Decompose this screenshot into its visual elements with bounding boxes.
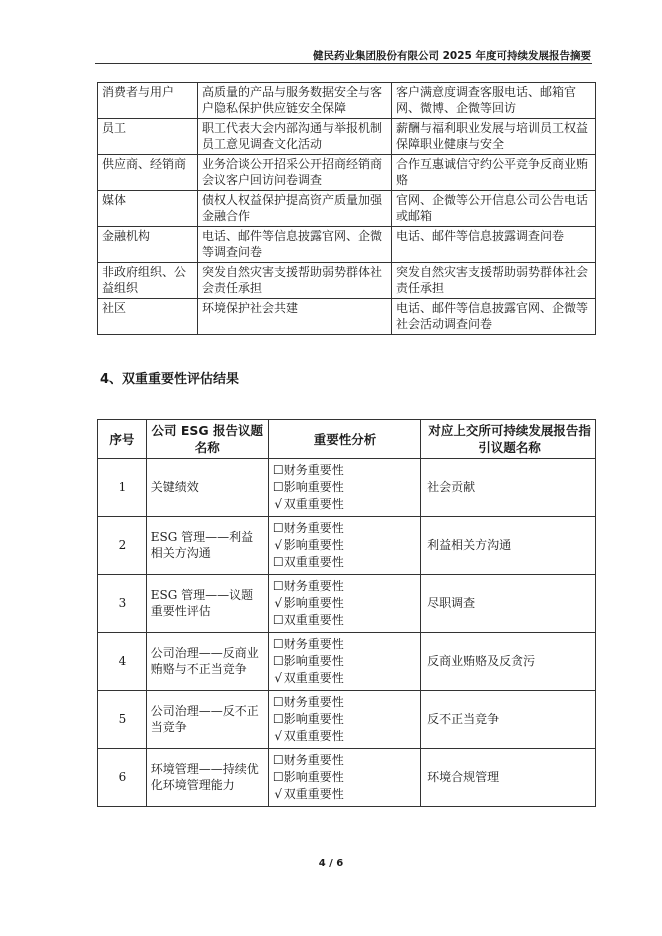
materiality-option-label: 双重重要性 [283, 496, 344, 511]
materiality-option [273, 711, 417, 728]
page-header: 健民药业集团股份有限公司 2025 年度可持续发展报告摘要 [312, 50, 591, 62]
topic-name: ESG 管理——议题重要性评估 [146, 575, 268, 633]
empty-checkbox-icon: ☐ [272, 612, 284, 627]
table-row [98, 83, 596, 119]
guide-topic: 反商业贿赂及反贪污 [421, 633, 596, 691]
row-number: 2 [98, 517, 147, 575]
materiality-analysis [268, 459, 420, 517]
empty-checkbox-icon: ☐ [272, 769, 284, 784]
materiality-option [273, 636, 417, 653]
stakeholder-name: 供应商、经销商 [98, 155, 198, 191]
stakeholder-concerns: 债权人权益保护提高资产质量加强金融合作 [198, 191, 392, 227]
materiality-option [273, 670, 417, 687]
materiality-option [273, 769, 417, 786]
materiality-option [273, 496, 417, 513]
stakeholder-concerns: 职工代表大会内部沟通与举报机制员工意见调查文化活动 [198, 119, 392, 155]
materiality-body [98, 459, 596, 807]
stakeholder-name: 社区 [98, 299, 198, 335]
stakeholder-table [97, 82, 596, 335]
table-row [98, 575, 596, 633]
checkmark-icon: √ [274, 537, 283, 552]
materiality-analysis [268, 691, 420, 749]
materiality-option-label: 影响重要性 [283, 711, 344, 726]
empty-checkbox-icon: ☐ [272, 653, 284, 668]
stakeholder-channels: 突发自然灾害支援帮助弱势群体社会责任承担 [392, 263, 596, 299]
header-guide: 对应上交所可持续发展报告指引议题名称 [421, 420, 596, 459]
materiality-option-label: 双重重要性 [283, 670, 344, 685]
stakeholder-concerns: 高质量的产品与服务数据安全与客户隐私保护供应链安全保障 [198, 83, 392, 119]
guide-topic: 尽职调查 [421, 575, 596, 633]
header-topic: 公司 ESG 报告议题名称 [146, 420, 268, 459]
table-row [98, 155, 596, 191]
section-heading: 4、双重重要性评估结果 [100, 372, 240, 387]
guide-topic: 反不正当竞争 [421, 691, 596, 749]
row-number: 6 [98, 749, 147, 807]
materiality-option-label: 影响重要性 [283, 479, 344, 494]
empty-checkbox-icon: ☐ [272, 694, 284, 709]
row-number: 4 [98, 633, 147, 691]
empty-checkbox-icon: ☐ [272, 462, 284, 477]
table-row [98, 263, 596, 299]
table-row [98, 691, 596, 749]
header-analysis: 重要性分析 [268, 420, 420, 459]
guide-topic: 利益相关方沟通 [421, 517, 596, 575]
materiality-option [273, 554, 417, 571]
materiality-analysis [268, 749, 420, 807]
empty-checkbox-icon: ☐ [272, 520, 284, 535]
materiality-option [273, 694, 417, 711]
materiality-option [273, 520, 417, 537]
table-row [98, 191, 596, 227]
materiality-option [273, 728, 417, 745]
row-number: 1 [98, 459, 147, 517]
materiality-option [273, 752, 417, 769]
guide-topic: 环境合规管理 [421, 749, 596, 807]
materiality-option-label: 影响重要性 [283, 537, 344, 552]
table-row [98, 459, 596, 517]
materiality-option-label: 影响重要性 [283, 653, 344, 668]
stakeholder-channels: 客户满意度调查客服电话、邮箱官网、微博、企微等回访 [392, 83, 596, 119]
materiality-option [273, 595, 417, 612]
materiality-option-label: 财务重要性 [283, 462, 344, 477]
materiality-option-label: 财务重要性 [283, 636, 344, 651]
checkmark-icon: √ [274, 786, 283, 801]
stakeholder-channels: 电话、邮件等信息披露调查问卷 [392, 227, 596, 263]
table-row [98, 227, 596, 263]
empty-checkbox-icon: ☐ [272, 578, 284, 593]
empty-checkbox-icon: ☐ [272, 479, 284, 494]
materiality-option-label: 财务重要性 [283, 694, 344, 709]
topic-name: 公司治理——反商业贿赂与不正当竞争 [146, 633, 268, 691]
stakeholder-name: 消费者与用户 [98, 83, 198, 119]
header-no: 序号 [98, 420, 147, 459]
materiality-option-label: 双重重要性 [283, 786, 344, 801]
stakeholder-name: 员工 [98, 119, 198, 155]
checkmark-icon: √ [274, 595, 283, 610]
materiality-option [273, 537, 417, 554]
empty-checkbox-icon: ☐ [272, 711, 284, 726]
stakeholder-channels: 薪酬与福利职业发展与培训员工权益保障职业健康与安全 [392, 119, 596, 155]
row-number: 3 [98, 575, 147, 633]
page-number: 4 / 6 [318, 858, 344, 869]
stakeholder-concerns: 突发自然灾害支援帮助弱势群体社会责任承担 [198, 263, 392, 299]
materiality-analysis [268, 633, 420, 691]
materiality-option [273, 612, 417, 629]
materiality-option [273, 462, 417, 479]
stakeholder-name: 金融机构 [98, 227, 198, 263]
empty-checkbox-icon: ☐ [272, 752, 284, 767]
table-row [98, 119, 596, 155]
materiality-option-label: 双重重要性 [283, 554, 344, 569]
stakeholder-concerns: 业务洽谈公开招采公开招商经销商会议客户回访问卷调查 [198, 155, 392, 191]
materiality-option-label: 双重重要性 [283, 612, 344, 627]
stakeholder-channels: 官网、企微等公开信息公司公告电话或邮箱 [392, 191, 596, 227]
materiality-option-label: 财务重要性 [283, 520, 344, 535]
table-row [98, 633, 596, 691]
topic-name: ESG 管理——利益相关方沟通 [146, 517, 268, 575]
row-number: 5 [98, 691, 147, 749]
empty-checkbox-icon: ☐ [272, 554, 284, 569]
materiality-option [273, 479, 417, 496]
topic-name: 公司治理——反不正当竞争 [146, 691, 268, 749]
stakeholder-channels: 合作互惠诚信守约公平竞争反商业贿赂 [392, 155, 596, 191]
guide-topic: 社会贡献 [421, 459, 596, 517]
table-row [98, 299, 596, 335]
stakeholder-concerns: 电话、邮件等信息披露官网、企微等调查问卷 [198, 227, 392, 263]
materiality-analysis [268, 575, 420, 633]
checkmark-icon: √ [274, 728, 283, 743]
materiality-option-label: 财务重要性 [283, 752, 344, 767]
empty-checkbox-icon: ☐ [272, 636, 284, 651]
materiality-table [97, 419, 596, 807]
materiality-analysis [268, 517, 420, 575]
materiality-option-label: 双重重要性 [283, 728, 344, 743]
topic-name: 关键绩效 [146, 459, 268, 517]
header-rule [95, 63, 592, 64]
stakeholder-channels: 电话、邮件等信息披露官网、企微等社会活动调查问卷 [392, 299, 596, 335]
table-header-row [98, 420, 596, 459]
materiality-option-label: 财务重要性 [283, 578, 344, 593]
stakeholder-name: 媒体 [98, 191, 198, 227]
topic-name: 环境管理——持续优化环境管理能力 [146, 749, 268, 807]
materiality-option [273, 578, 417, 595]
materiality-option [273, 786, 417, 803]
materiality-option-label: 影响重要性 [283, 595, 344, 610]
checkmark-icon: √ [274, 496, 283, 511]
stakeholder-concerns: 环境保护社会共建 [198, 299, 392, 335]
checkmark-icon: √ [274, 670, 283, 685]
table-row [98, 749, 596, 807]
materiality-option [273, 653, 417, 670]
materiality-option-label: 影响重要性 [283, 769, 344, 784]
table-row [98, 517, 596, 575]
stakeholder-name: 非政府组织、公益组织 [98, 263, 198, 299]
